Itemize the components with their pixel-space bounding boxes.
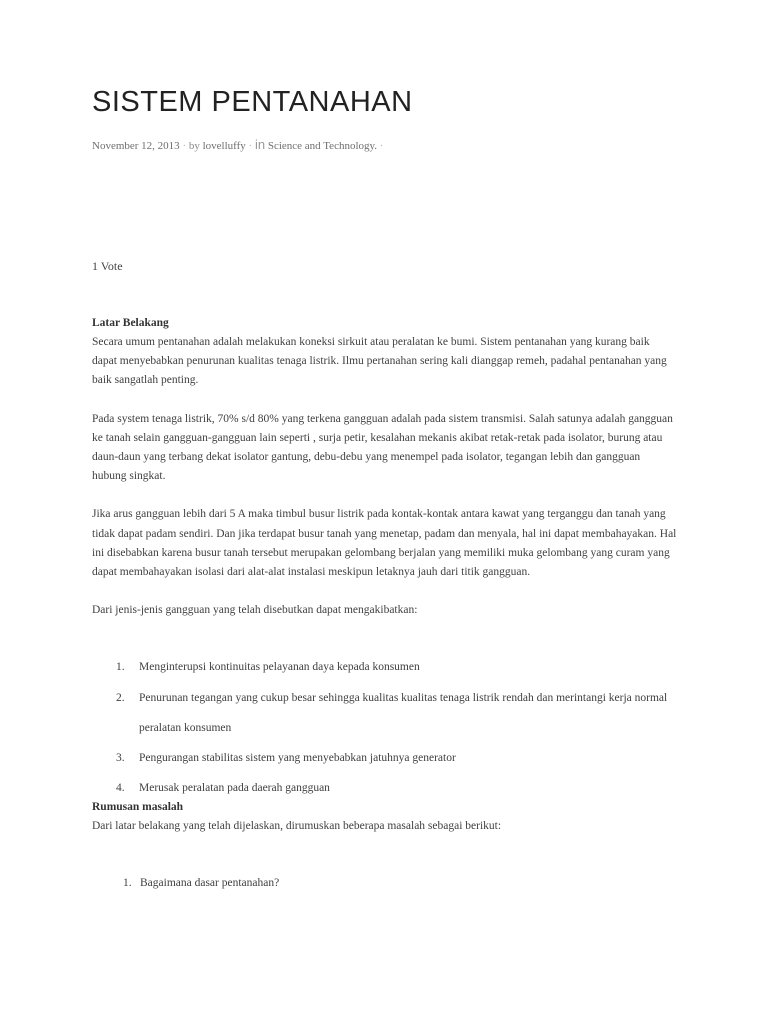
paragraph: Dari latar belakang yang telah dijelaskan, dirumuskan beberapa masalah sebagai berikut: (92, 820, 502, 833)
effects-list (92, 658, 677, 798)
list-item-text: Bagaimana dasar pentanahan? (140, 876, 280, 889)
post-date-link[interactable]: November 12, 2013 (92, 140, 180, 152)
list-number: 2. (116, 691, 125, 704)
section-heading-latar-belakang: Latar Belakang (92, 317, 169, 329)
list-item (92, 749, 677, 768)
list-item-text: Penurunan tegangan yang cukup besar sehingga kualitas kualitas tenaga listrik rendah dan merintangi kerja normal (139, 691, 668, 704)
vote-count[interactable]: 1 Vote (92, 259, 123, 273)
in-label: in (254, 137, 266, 152)
list-number: 4. (116, 782, 125, 795)
list-number: 1. (116, 661, 125, 674)
list-item (92, 689, 677, 738)
meta-separator: · (379, 140, 384, 152)
section-heading-rumusan-masalah: Rumusan masalah (92, 801, 184, 814)
paragraph: Pada system tenaga listrik, 70% s/d 80% yang terkena gangguan adalah pada sistem transmisi. Salah satunya adalah gangguan ke tanah selain gangguan-gangguan lain seperti , surja petir, kesalahan mekanis akibat retak-retak pada isolator, burung atau daun-daun yang terbang dekat isolator gantung, debu-debu yang menempel pada isolator, tegangan lebih dan gangguan hubung singkat. (92, 412, 673, 483)
meta-separator: · (248, 140, 253, 152)
paragraph: Secara umum pentanahan adalah melakukan koneksi sirkuit atau peralatan ke bumi. Sistem pentanahan yang kurang baik dapat menyebabkan penurunan kualitas tenaga listrik. Ilmu pertanahan sering kali dianggap remeh, padahal pentanahan yang baik sangatlah penting. (92, 336, 667, 387)
list-number: 3. (116, 752, 125, 765)
problem-list (92, 874, 677, 893)
category-link[interactable]: Science and Technology. (267, 140, 378, 152)
meta-separator: · (182, 140, 187, 152)
list-item-text: Menginterupsi kontinuitas pelayanan daya kepada konsumen (139, 661, 420, 674)
article-body (92, 314, 677, 893)
list-item-text: Merusak peralatan pada daerah gangguan (139, 782, 330, 795)
paragraph: Dari jenis-jenis gangguan yang telah disebutkan dapat mengakibatkan: (92, 604, 418, 617)
page-title: SISTEM PENTANAHAN (92, 86, 413, 118)
post-meta (92, 137, 383, 152)
list-item-continuation: peralatan konsumen (139, 721, 232, 734)
list-item (92, 658, 677, 677)
paragraph: Jika arus gangguan lebih dari 5 A maka timbul busur listrik pada kontak-kontak antara kawat yang terganggu dan tanah yang tidak dapat padam sendiri. Dan jika terdapat busur tanah yang menetap, padam dan menyala, hal ini dapat membahayakan. Hal ini disebabkan karena busur tanah tersebut merupakan gelombang berjalan yang memiliki muka gelombang yang curam yang dapat membahayakan isolasi dari alat-alat instalasi meskipun letaknya jauh dari titik gangguan. (92, 508, 677, 579)
list-number: 1. (123, 876, 132, 889)
list-item (92, 874, 677, 893)
list-item (92, 779, 677, 798)
author-link[interactable]: lovelluffy (202, 140, 246, 152)
by-label: by (188, 140, 200, 152)
list-item-text: Pengurangan stabilitas sistem yang menyebabkan jatuhnya generator (139, 752, 456, 765)
